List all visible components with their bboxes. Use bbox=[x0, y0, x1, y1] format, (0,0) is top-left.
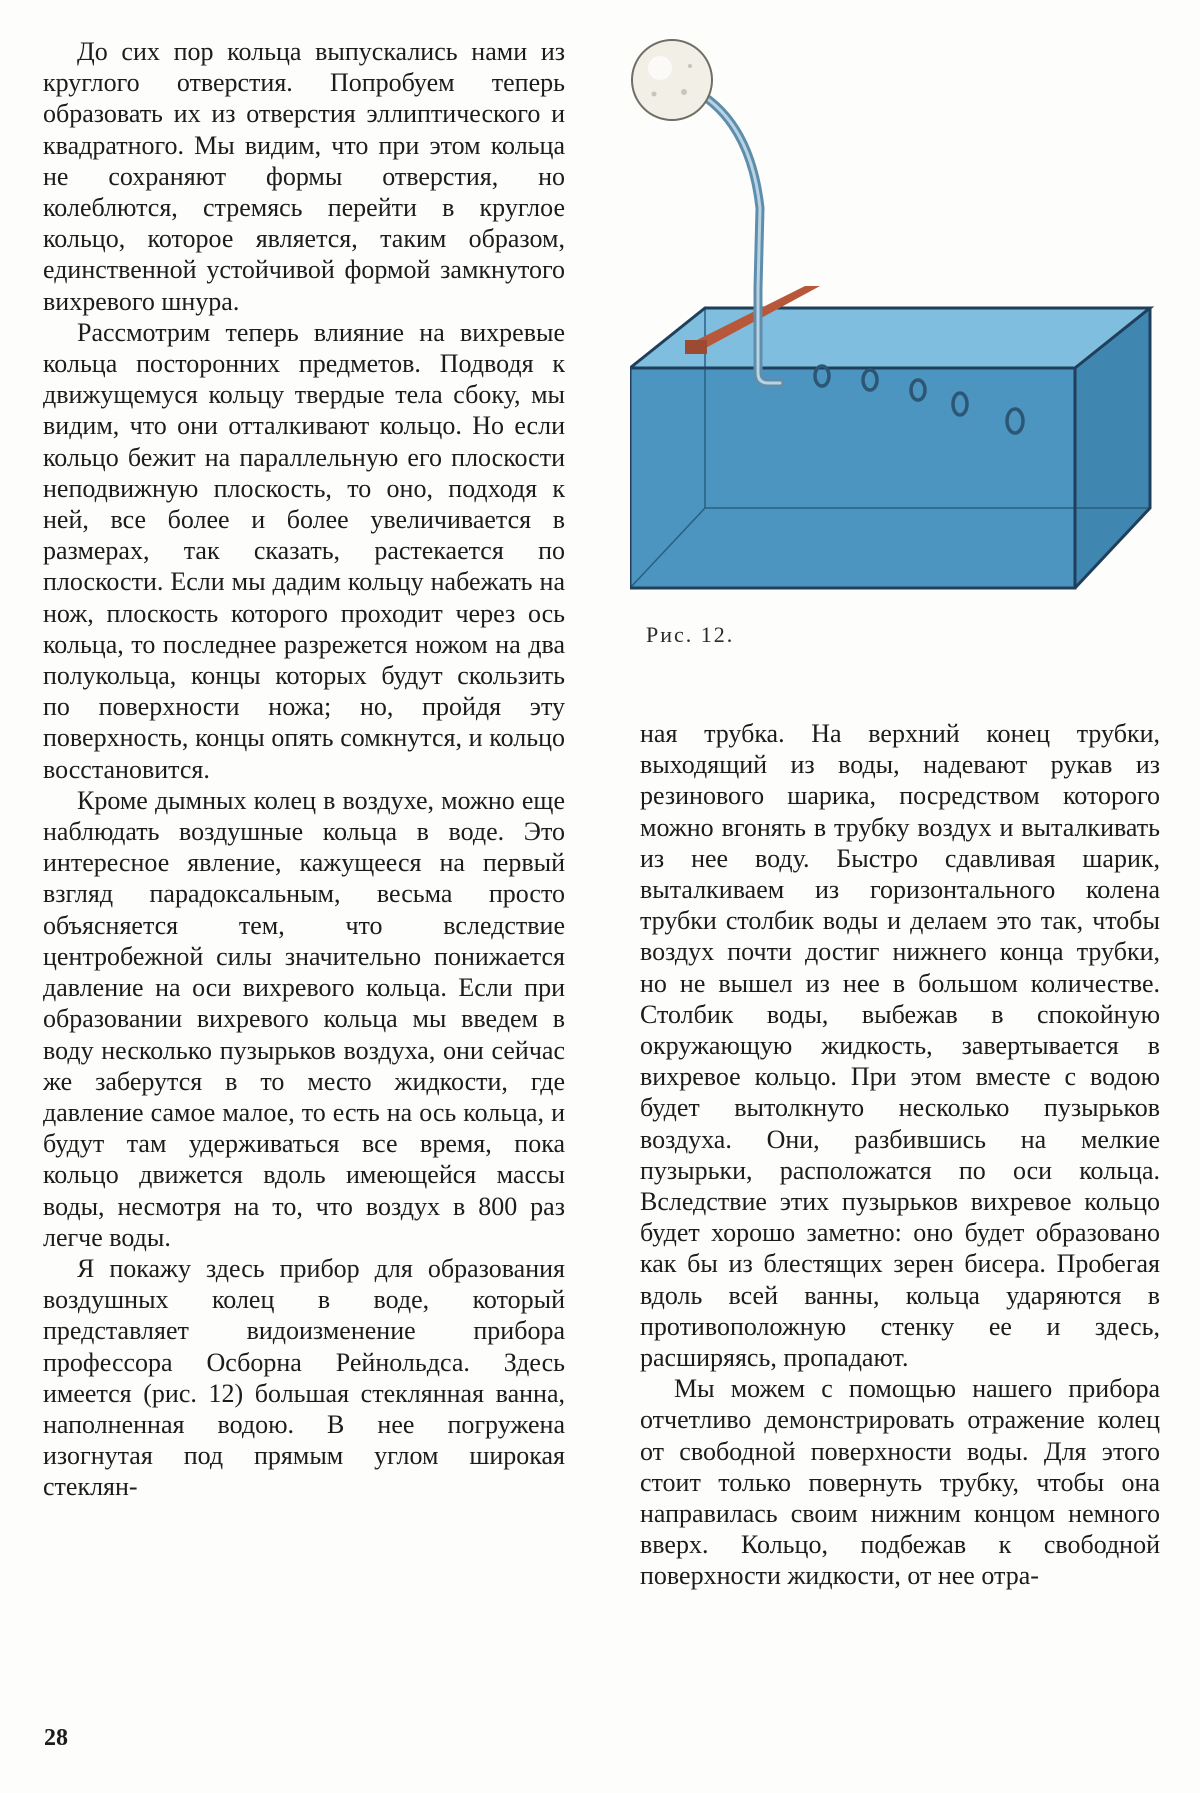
paragraph: Рассмотрим теперь влияние на вихревые кольца посторонних предметов. Подводя к движущемуся кольцу твердые тела сбоку, мы видим, что они отталкивают кольцо. Но если кольцо бежит на параллельную его плоскости неподвижную плоскость, то оно, подходя к ней, все более и более увеличивается в размерах, так сказать, растекается по плоскости. Если мы дадим кольцу набежать на нож, плоскость которого проходит через ось кольца, то последнее разрежется ножом на два полукольца, концы которых будут скользить по поверхности ножа; но, пройдя эту поверхность, концы опять сомкнутся, и кольцо восстановится. bbox=[43, 317, 565, 784]
paragraph: Кроме дымных колец в воздухе, можно еще наблюдать воздушные кольца в воде. Это интересное явление, кажущееся на первый взгляд парадоксальным, весьма просто объясняется тем, что вследствие центробежной силы значительно понижается давление на оси вихревого кольца. Если при образовании вихревого кольца мы введем в воду несколько пузырьков воздуха, они сейчас же заберутся в то место жидкости, где давление самое малое, то есть на ось кольца, и будут там удерживаться все время, пока кольцо движется вдоль имеющейся массы воды, несмотря на то, что воздух в 800 раз легче воды. bbox=[43, 785, 565, 1252]
paragraph: До сих пор кольца выпускались нами из круглого отверстия. Попробуем теперь образовать их из отверстия эллиптического и квадратного. Мы видим, что при этом кольца не сохраняют формы отверстия, но колеблются, стремясь перейти в круглое кольцо, которое является, таким образом, единственной устойчивой формой замкнутого вихревого шнура. bbox=[43, 37, 565, 316]
rubber-bulb bbox=[632, 40, 712, 120]
right-text-column bbox=[640, 718, 1160, 1592]
figure-glass-tank-illustration bbox=[630, 28, 1175, 638]
paragraph: Я покажу здесь прибор для образования воздушных колец в воде, который представляет видоизменение прибора профессора Осборна Рейнольдса. Здесь имеется (рис. 12) большая стеклянная ванна, наполненная водою. В нее погружена изогнутая под прямым углом широкая стеклян- bbox=[43, 1253, 565, 1502]
paragraph: Мы можем с помощью нашего прибора отчетливо демонстрировать отражение колец от свободной поверхности воды. Для этого стоит только повернуть трубку, чтобы она направилась своим нижним концом немного вверх. Кольцо, подбежав к свободной поверхности жидкости, от нее отра- bbox=[640, 1374, 1160, 1591]
page-number: 28 bbox=[44, 1725, 68, 1751]
left-text-column bbox=[43, 36, 565, 1503]
paragraph: ная трубка. На верхний конец трубки, выходящий из воды, надевают рукав из резинового шарика, посредством которого можно вгонять в трубку воздух и выталкивать из нее воду. Быстро сдавливая шарик, выталкиваем из горизонтального колена трубки столбик воды и делаем это так, чтобы воздух почти достиг нижнего конца трубки, но не вышел из нее в большом количестве. Столбик воды, выбежав в спокойную окружающую жидкость, завертывается в вихревое кольцо. При этом вместе с водою будет вытолкнуто несколько пузырьков воздуха. Они, разбившись на мелкие пузырьки, расположатся по оси кольца. Вследствие этих пузырьков вихревое кольцо будет хорошо заметно: оно будет образовано как бы из блестящих зерен бисера. Пробегая вдоль всей ванны, кольца ударяются в противоположную стенку ее и здесь, расширяясь, пропадают. bbox=[640, 719, 1160, 1373]
glass-tank bbox=[630, 308, 1150, 588]
figure-caption: Рис. 12. bbox=[646, 622, 735, 647]
